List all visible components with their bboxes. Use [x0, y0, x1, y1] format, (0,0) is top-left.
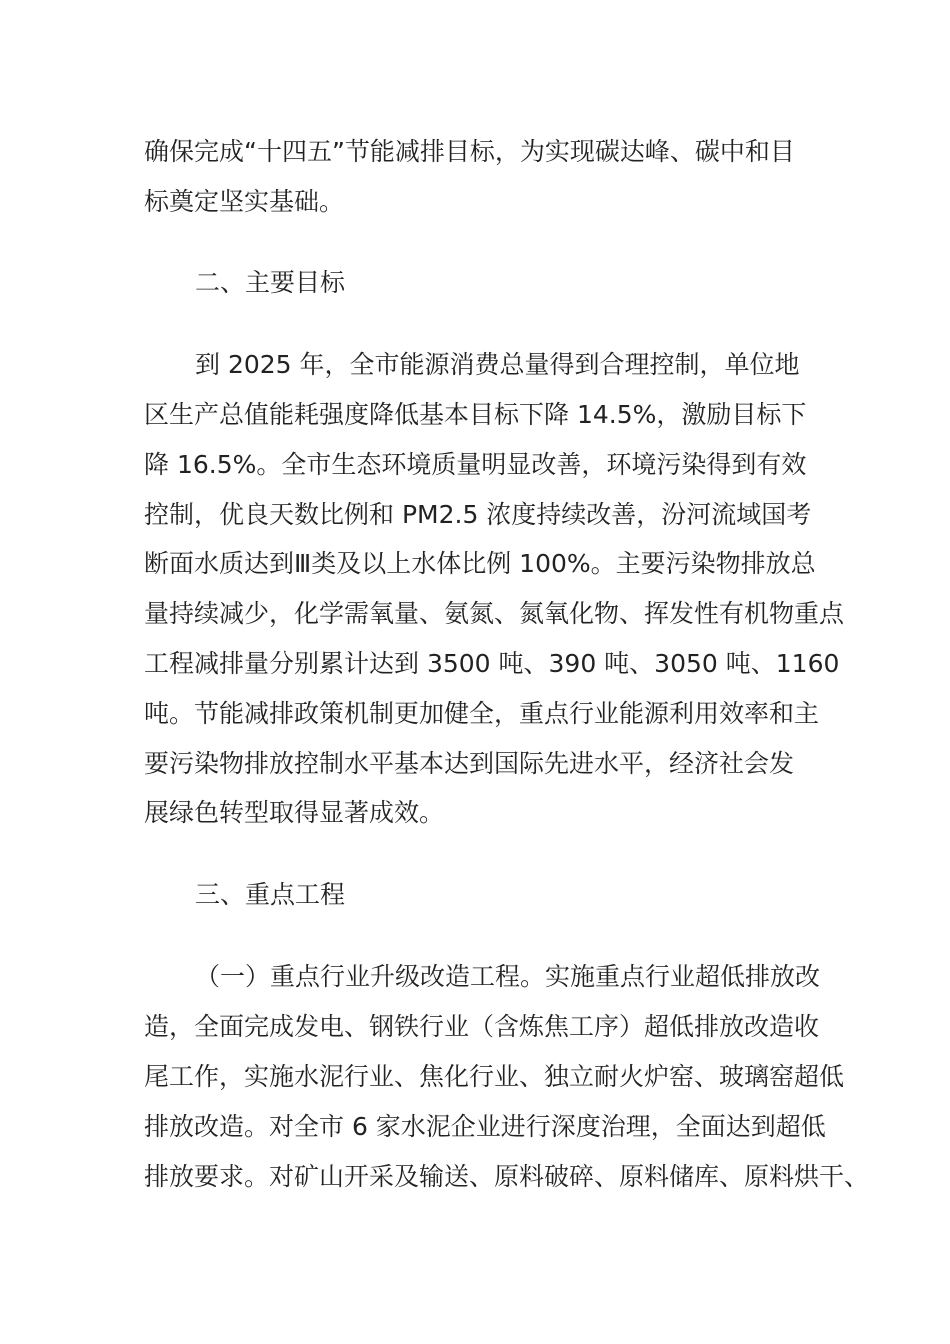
text-line: 区生产总值能耗强度降低基本目标下降 14.5%，激励目标下	[144, 400, 807, 429]
section-heading-goals: 二、主要目标	[195, 268, 346, 297]
text-line: 量持续减少，化学需氧量、氨氮、氮氧化物、挥发性有机物重点	[144, 599, 845, 628]
text-line: 尾工作，实施水泥行业、焦化行业、独立耐火炉窑、玻璃窑超低	[144, 1062, 845, 1091]
text-line: 工程减排量分别累计达到 3500 吨、390 吨、3050 吨、1160	[144, 649, 840, 678]
text-line: 控制，优良天数比例和 PM2.5 浓度持续改善，汾河流域国考	[144, 500, 812, 529]
text-line: 标奠定坚实基础。	[144, 187, 345, 216]
text-line: 要污染物排放控制水平基本达到国际先进水平，经济社会发	[144, 749, 795, 778]
text-line: 降 16.5%。全市生态环境质量明显改善，环境污染得到有效	[144, 450, 807, 479]
section-heading-projects: 三、重点工程	[195, 880, 346, 909]
text-line: 确保完成“十四五”节能减排目标，为实现碳达峰、碳中和目	[144, 137, 795, 166]
text-line: 展绿色转型取得显著成效。	[144, 798, 445, 827]
text-line: 吨。节能减排政策机制更加健全，重点行业能源利用效率和主	[144, 699, 820, 728]
text-line: 造，全面完成发电、钢铁行业（含炼焦工序）超低排放改造收	[144, 1012, 820, 1041]
text-line: 到 2025 年，全市能源消费总量得到合理控制，单位地	[195, 350, 800, 379]
text-line: （一）重点行业升级改造工程。实施重点行业超低排放改	[195, 962, 821, 991]
text-line: 排放要求。对矿山开采及输送、原料破碎、原料储库、原料烘干、	[144, 1162, 870, 1191]
text-line: 排放改造。对全市 6 家水泥企业进行深度治理，全面达到超低	[144, 1112, 826, 1141]
text-line: 断面水质达到Ⅲ类及以上水体比例 100%。主要污染物排放总	[144, 549, 816, 578]
